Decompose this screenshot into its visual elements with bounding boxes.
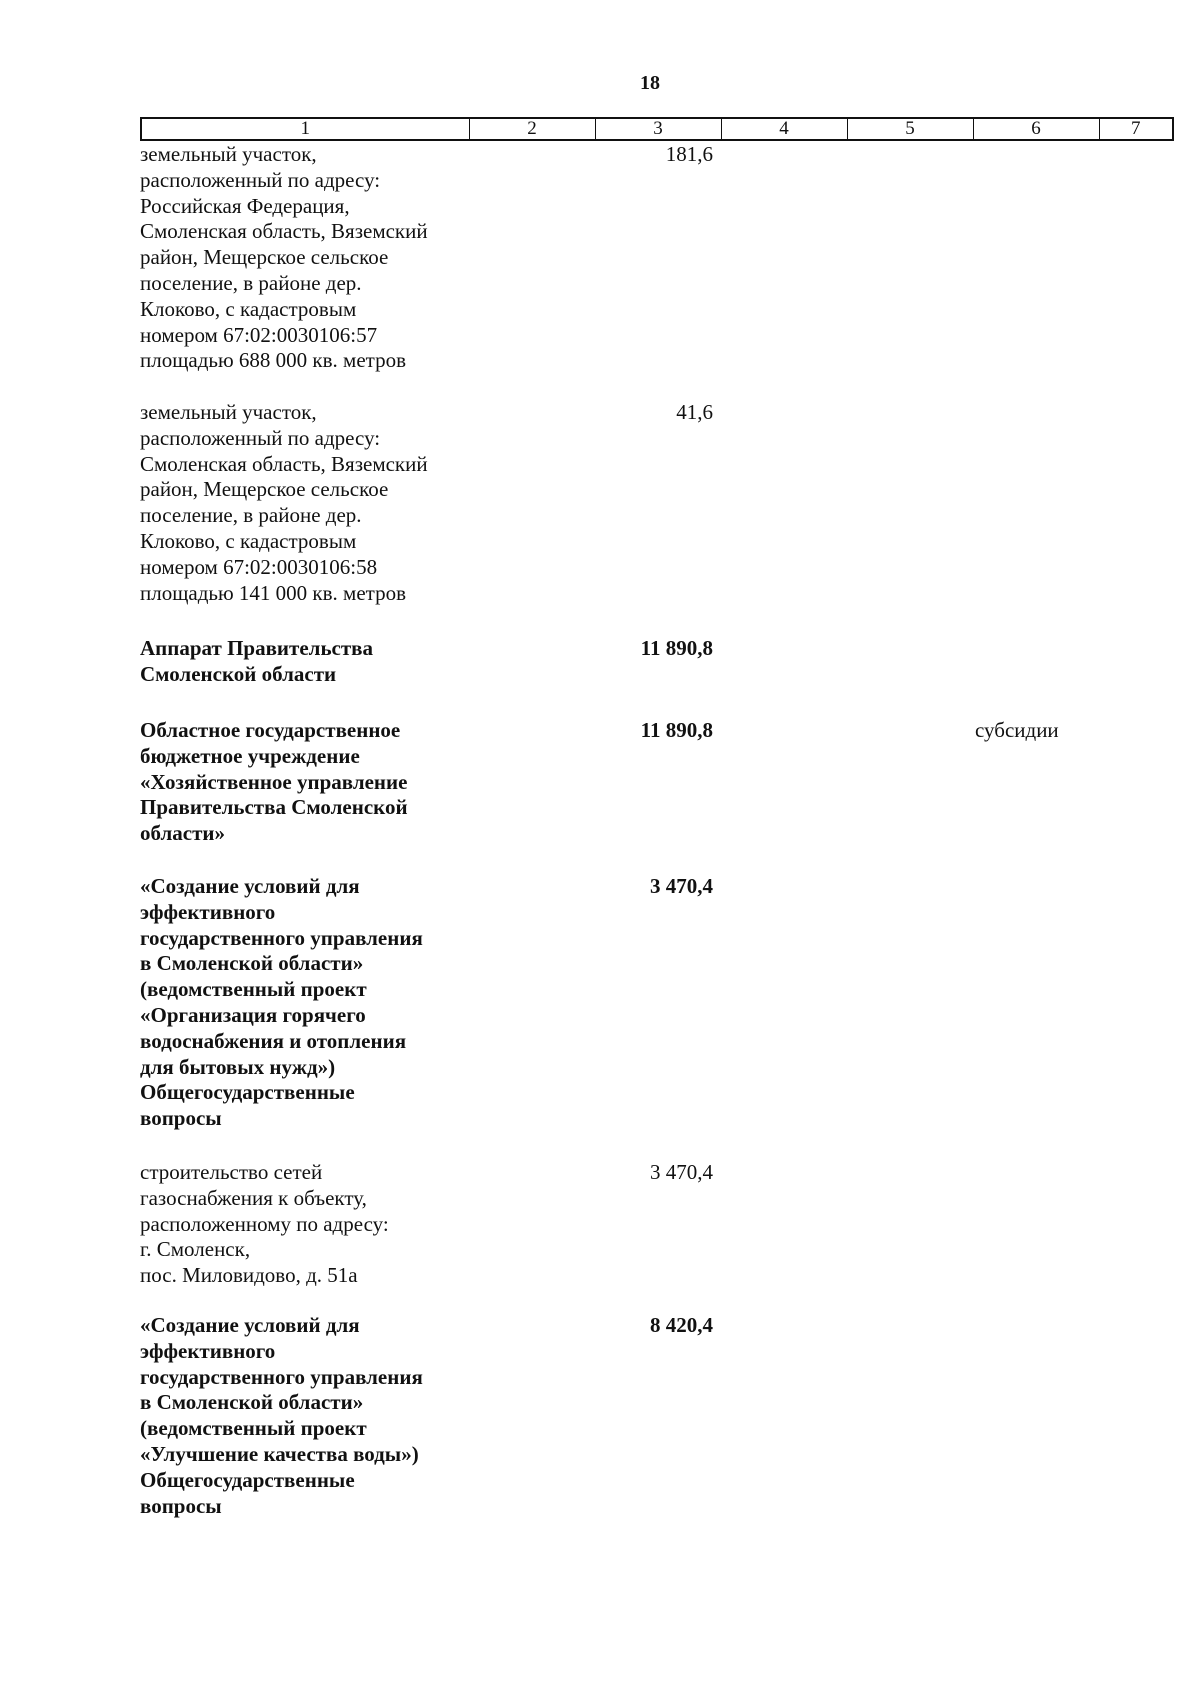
hot-water-project-amount: 3 470,4: [650, 874, 713, 898]
page-number: 18: [640, 72, 660, 94]
column-number-4: 4: [721, 118, 847, 140]
gas-network-description: строительство сетей газоснабжения к объекту, расположенному по адресу: г. Смоленск, пос. Миловидово, д. 51а: [140, 1160, 389, 1288]
water-quality-project-amount: 8 420,4: [650, 1313, 713, 1337]
column-number-6: 6: [973, 118, 1099, 140]
column-number-3: 3: [595, 118, 721, 140]
column-number-2: 2: [469, 118, 595, 140]
government-apparatus-heading: Аппарат Правительства Смоленской области: [140, 636, 374, 686]
column-number-header: [140, 117, 1174, 141]
hot-water-project-heading: «Создание условий для эффективного государственного управления в Смоленской области» (ведомственный проект «Организация горячего водоснабжения и отопления для бытовых нужд») Общегосударственные вопросы: [140, 874, 423, 1131]
government-apparatus-amount: 11 890,8: [640, 636, 713, 660]
land-plot-58-description: земельный участок, расположенный по адресу: Смоленская область, Вяземский район, Мещерское сельское поселение, в районе дер. Клоково, с кадастровым номером 67:02:0030106:58 площадью 141 000 кв. метров: [140, 400, 428, 605]
water-quality-project-heading: «Создание условий для эффективного государственного управления в Смоленской области» (ведомственный проект «Улучшение качества воды») Общегосударственные вопросы: [140, 1313, 423, 1518]
budget-institution-heading: Областное государственное бюджетное учреждение «Хозяйственное управление Правительства Смоленской области»: [140, 718, 408, 846]
budget-institution-note: субсидии: [975, 718, 1059, 742]
budget-institution-amount: 11 890,8: [640, 718, 713, 742]
gas-network-amount: 3 470,4: [650, 1160, 713, 1184]
column-number-7: 7: [1099, 118, 1173, 140]
land-plot-57-amount: 181,6: [665, 142, 713, 166]
land-plot-57-description: земельный участок, расположенный по адресу: Российская Федерация, Смоленская область, Вяземский район, Мещерское сельское поселение, в районе дер. Клоково, с кадастровым номером 67:02:0030106:57 площадью 688 000 кв. метров: [140, 142, 428, 373]
column-number-5: 5: [847, 118, 973, 140]
column-number-1: 1: [141, 118, 469, 140]
land-plot-58-amount: 41,6: [676, 400, 713, 424]
